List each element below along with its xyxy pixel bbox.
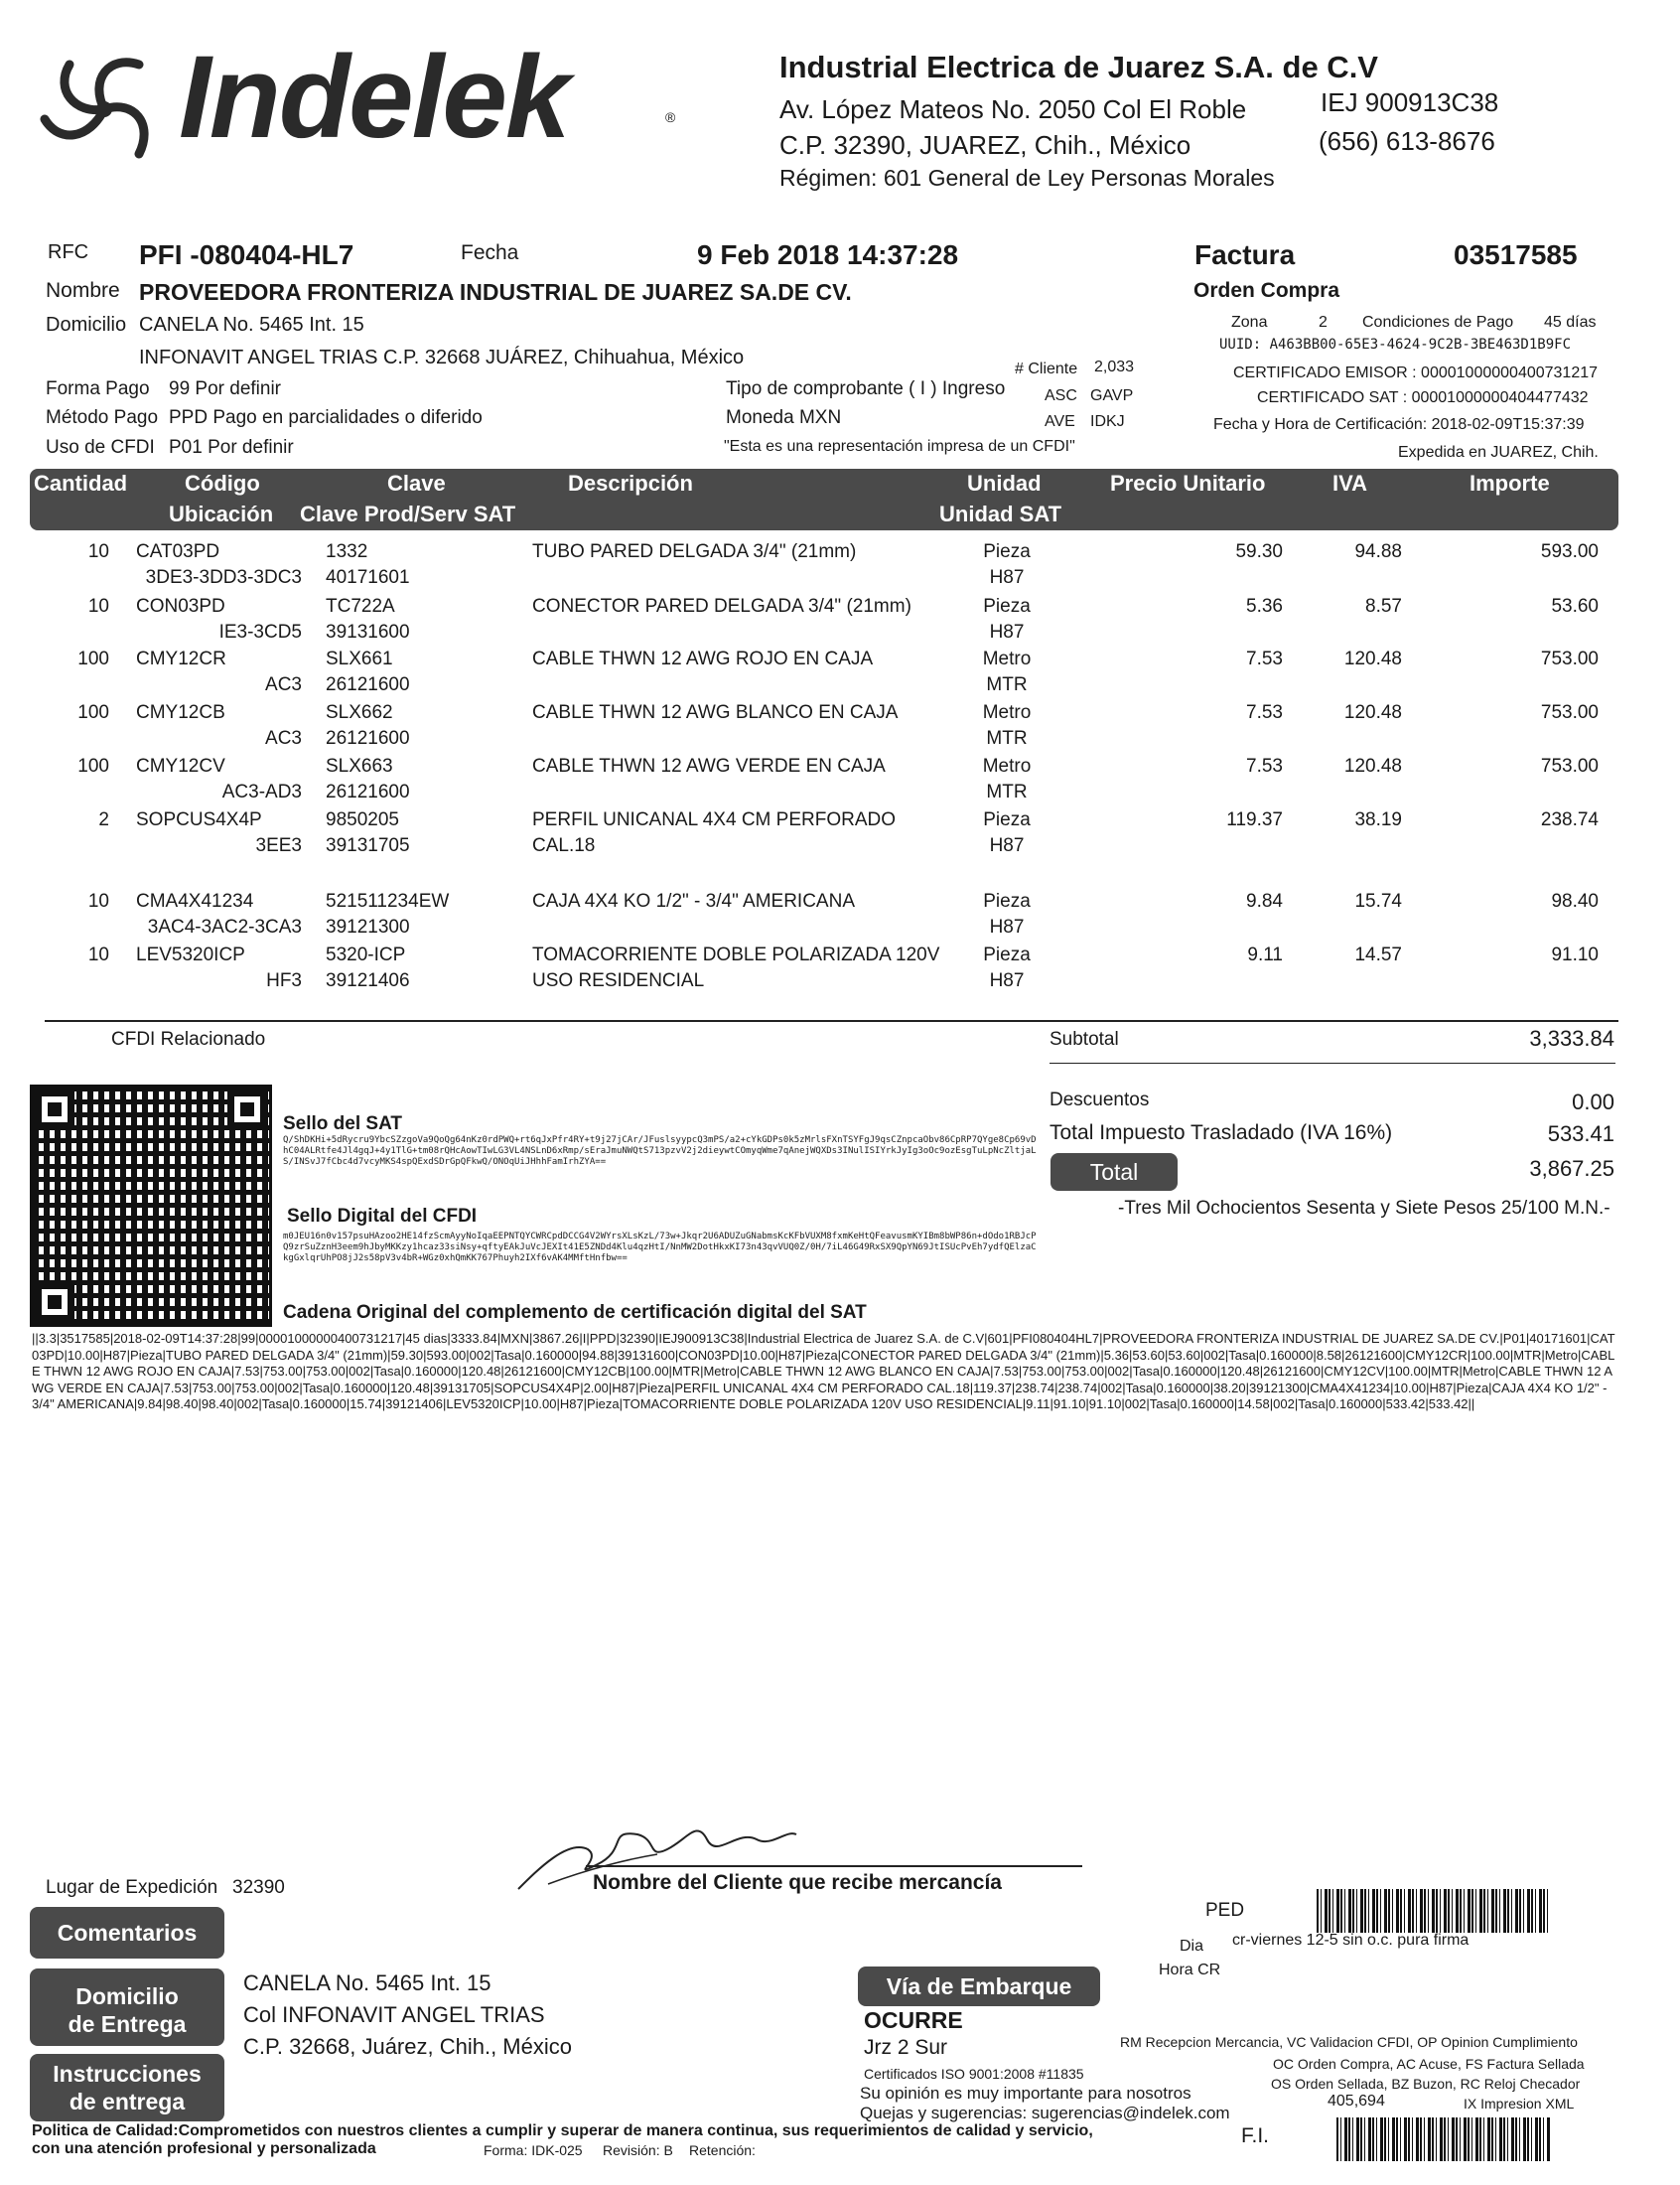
cell-price: 59.30 — [1235, 541, 1283, 562]
cell-usat: H87 — [989, 917, 1025, 938]
condiciones-label: Condiciones de Pago — [1362, 314, 1514, 331]
cell-desc2: CAL.18 — [532, 835, 596, 856]
revision: Revisión: B — [603, 2142, 673, 2158]
sello-sat-label: Sello del SAT — [283, 1113, 403, 1134]
cell-clave: 521511234EW — [326, 891, 450, 912]
company-address-2: C.P. 32390, JUAREZ, Chih., México — [779, 130, 1191, 160]
cell-desc1: CAJA 4X4 KO 1/2" - 3/4" AMERICANA — [532, 891, 856, 912]
representacion-impresa: "Esta es una representación impresa de un CFDI" — [724, 438, 1075, 455]
ped-barcode — [1317, 1889, 1550, 1933]
col-clave: Clave — [387, 471, 446, 496]
col-clave-sat: Clave Prod/Serv SAT — [300, 502, 516, 526]
col-precio: Precio Unitario — [1110, 471, 1266, 496]
fecha-certificacion: Fecha y Hora de Certificación: 2018-02-09T15:37:39 — [1213, 416, 1585, 433]
cell-imp: 753.00 — [1540, 702, 1599, 723]
col-ubicacion: Ubicación — [169, 502, 274, 526]
cell-loc: AC3 — [265, 728, 302, 749]
cell-qty: 100 — [77, 649, 109, 669]
ave-value: IDKJ — [1090, 413, 1125, 430]
cliente-label: # Cliente — [1015, 361, 1078, 377]
total-label: Total — [1050, 1153, 1178, 1191]
asc-value: GAVP — [1090, 387, 1134, 404]
comentarios-tab: Comentarios — [30, 1907, 224, 1959]
metodo-pago-label: Método Pago — [46, 407, 159, 428]
cell-code: LEV5320ICP — [136, 945, 245, 965]
dia-label: Dia — [1180, 1938, 1204, 1955]
expedida-en: Expedida en JUAREZ, Chih. — [1398, 444, 1599, 461]
cfdi-qr-code — [30, 1085, 272, 1327]
table-bottom-rule — [45, 1020, 1618, 1022]
subtotal-label: Subtotal — [1050, 1029, 1119, 1050]
company-regimen: Régimen: 601 General de Ley Personas Morales — [779, 165, 1275, 191]
company-phone: (656) 613-8676 — [1319, 126, 1495, 156]
customer-rfc: PFI -080404-HL7 — [139, 239, 354, 270]
cell-loc: 3EE3 — [255, 835, 302, 856]
cell-qty: 100 — [77, 756, 109, 777]
cell-sat: 26121600 — [326, 782, 410, 802]
customer-name: PROVEEDORA FRONTERIZA INDUSTRIAL DE JUAREZ SA.DE CV. — [139, 279, 852, 305]
instrucciones-entrega-tab: Instrucciones de entrega — [30, 2054, 224, 2121]
cell-iva: 38.19 — [1354, 809, 1402, 830]
cell-unit: Metro — [982, 649, 1032, 669]
cell-usat: H87 — [989, 567, 1025, 588]
cell-desc1: CONECTOR PARED DELGADA 3/4" (21mm) — [532, 596, 911, 617]
cert-emisor: CERTIFICADO EMISOR : 00001000000400731217 — [1233, 364, 1599, 381]
tipo-comprobante: Tipo de comprobante ( I ) Ingreso — [726, 378, 1006, 399]
cliente-recibe-label: Nombre del Cliente que recibe mercancía — [593, 1871, 1002, 1894]
cell-price: 7.53 — [1246, 756, 1283, 777]
cell-clave: 1332 — [326, 541, 368, 562]
cell-sat: 39121300 — [326, 917, 410, 938]
company-address-1: Av. López Mateos No. 2050 Col El Roble — [779, 94, 1247, 124]
cell-code: SOPCUS4X4P — [136, 809, 262, 830]
cadena-original-label: Cadena Original del complemento de certificación digital del SAT — [283, 1302, 867, 1323]
cell-qty: 10 — [87, 891, 109, 912]
descuentos-value: 0.00 — [1572, 1090, 1614, 1114]
sello-cfdi: m0JEU16n0v157psuHAzoo2HE14fzScmAyyNoIqaEEPNTQYCWRCpdDCCG4V2WYrsXLsKzL/73w+Jkqr2U6ADUZuGNabmsKcKFbVUXM8fxmKeHtQFeavusmKYIBm8bWP86n+dOdo1RBJcPQ9zrSuZznH3eem9hJbyMKKzy1hcaz33siNsy+qftyEAkJuVcJEXIt41E5ZNDd4Klu4qzHtI/NnMW2DotHkxKI73n43qvVUQ0Z/0H/7iL46G49RxSX9QpYN69JtISUcPvEh7ydfQElzaCkgGxlqrUhPO8jJ2s58pV3v4bR+WGz0xhQmKK767Phuyh2IXf6vAK4MMftHnfbw== — [283, 1232, 1037, 1263]
cell-clave: 5320-ICP — [326, 945, 406, 965]
cell-usat: MTR — [986, 674, 1028, 695]
factura-label: Factura — [1194, 239, 1296, 270]
invoice-number: 03517585 — [1454, 239, 1578, 270]
ave-label: AVE — [1045, 413, 1075, 430]
col-importe: Importe — [1470, 471, 1550, 496]
cell-code: CMY12CR — [136, 649, 226, 669]
total-value: 3,867.25 — [1529, 1156, 1614, 1181]
cell-usat: MTR — [986, 782, 1028, 802]
politica-calidad-1: Politica de Calidad:Comprometidos con nuestros clientes a cumplir y superar de manera continua, sus requerimientos de calidad y servicio, — [32, 2122, 1093, 2139]
cell-code: CMY12CV — [136, 756, 225, 777]
cell-price: 9.11 — [1247, 945, 1283, 965]
legend-line-1: RM Recepcion Mercancia, VC Validacion CFDI, OP Opinion Cumplimiento — [1120, 2034, 1578, 2050]
entrega-address-3: C.P. 32668, Juárez, Chih., México — [243, 2034, 572, 2059]
col-unidad-sat: Unidad SAT — [939, 502, 1062, 526]
cell-sat: 39121406 — [326, 970, 410, 991]
legend-folio: 405,694 — [1328, 2093, 1385, 2110]
uuid: UUID: A463BB00-65E3-4624-9C2B-3BE463D1B9FC — [1219, 337, 1572, 353]
retencion: Retención: — [689, 2142, 756, 2158]
cell-iva: 120.48 — [1343, 649, 1402, 669]
entrega-address-1: CANELA No. 5465 Int. 15 — [243, 1970, 491, 1995]
cell-desc1: CABLE THWN 12 AWG VERDE EN CAJA — [532, 756, 886, 777]
cell-sat: 26121600 — [326, 674, 410, 695]
cell-code: CMY12CB — [136, 702, 225, 723]
signature-line — [586, 1865, 1082, 1867]
cell-qty: 100 — [77, 702, 109, 723]
cell-desc2: USO RESIDENCIAL — [532, 970, 705, 991]
cell-qty: 10 — [87, 945, 109, 965]
cell-code: CON03PD — [136, 596, 225, 617]
company-logo — [30, 30, 695, 199]
cell-imp: 53.60 — [1551, 596, 1599, 617]
cell-loc: 3AC4-3AC2-3CA3 — [147, 917, 302, 938]
rfc-label: RFC — [48, 241, 89, 263]
cell-desc1: CABLE THWN 12 AWG BLANCO EN CAJA — [532, 702, 899, 723]
iso-cert: Certificados ISO 9001:2008 #11835 — [864, 2066, 1084, 2082]
cell-imp: 753.00 — [1540, 649, 1599, 669]
forma-pago: 99 Por definir — [169, 378, 282, 399]
cell-unit: Metro — [982, 702, 1032, 723]
cell-desc1: TOMACORRIENTE DOBLE POLARIZADA 120V — [532, 945, 940, 965]
cell-iva: 120.48 — [1343, 702, 1402, 723]
uso-cfdi: P01 Por definir — [169, 437, 294, 458]
sello-cfdi-label: Sello Digital del CFDI — [287, 1206, 478, 1227]
via-embarque: OCURRE — [864, 2007, 963, 2033]
company-rfc: IEJ 900913C38 — [1321, 87, 1499, 117]
sello-sat: Q/ShDKHi+5dRycru9YbcSZzgoVa9QoQg64nKz0rdPWQ+rt6qJxPfr4RY+t9j27jCAr/JFuslsyypcQ3mPS/a2+cYkGDPs0k5zMrlsFXnTSYFgJ9qsCZnpcaObv86CpRP7QYge8Cp69vDhC04ALRtfe4Jl4gqJ+4y1TlG+tm08rQHcAowTIwLG3VL4NSLnD6xRmp/sEraJmuNWQtS713pzvV2j2dieywtCOmyqWme7qAnejWQXDs3INulISIYrkJyIg3oOc9ozEsgTuLpNcZltjaLS/INSvJ7fCbc4d7vcyMKS4spQExdSDrGpQFkwQ/ONOqUiJHhhFamIrhZYA== — [283, 1135, 1037, 1167]
cell-qty: 10 — [87, 541, 109, 562]
legend-line-2: OC Orden Compra, AC Acuse, FS Factura Sellada — [1273, 2056, 1585, 2072]
customer-address-2: INFONAVIT ANGEL TRIAS C.P. 32668 JUÁREZ, Chihuahua, México — [139, 347, 745, 368]
cell-iva: 14.57 — [1354, 945, 1402, 965]
cell-unit: Pieza — [983, 541, 1031, 562]
cell-iva: 120.48 — [1343, 756, 1402, 777]
registered-mark: ® — [665, 109, 676, 125]
cadena-original: ||3.3|3517585|2018-02-09T14:37:28|99|00001000000400731217|45 dias|3333.84|MXN|3867.26|I|PPD|32390|IEJ900913C38|Industrial Electrica de Juarez S.A. de C.V|601|PFI080404HL7|PROVEEDORA FRONTERIZA INDUSTRIAL DE JUAREZ SA.DE CV.|P01|40171601|CAT03PD|10.00|H87|Pieza|TUBO PARED DELGADA 3/4" (21mm)|59.30|593.00|002|Tasa|0.160000|94.88|39131600|CON03PD|10.00|H87|Pieza|CONECTOR PARED DELGADA 3/4" (21mm)|5.36|53.60|53.60|002|Tasa|0.160000|8.58|26121600|CMY12CR|100.00|MTR|Metro|CABLE THWN 12 AWG ROJO EN CAJA|7.53|753.00|753.00|002|Tasa|0.160000|120.48|26121600|CMY12CB|100.00|MTR|Metro|CABLE THWN 12 AWG BLANCO EN CAJA|7.53|753.00|753.00|002|Tasa|0.160000|120.48|26121600|CMY12CV|100.00|MTR|Metro|CABLE THWN 12 AWG VERDE EN CAJA|7.53|753.00|753.00|002|Tasa|0.160000|120.48|39131705|SOPCUS4X4P|2.00|H87|Pieza|PERFIL UNICANAL 4X4 CM PERFORADO CAL.18|119.37|238.74|238.74|002|Tasa|0.160000|38.20|39121300|CMA4X41234|10.00|H87|Pieza|CAJA 4X4 KO 1/2" - 3/4" AMERICANA|9.84|98.40|98.40|002|Tasa|0.160000|15.74|39121406|LEV5320ICP|10.00|H87|Pieza|TOMACORRIENTE DOBLE POLARIZADA 120V USO RESIDENCIAL|9.11|91.10|91.10|002|Tasa|0.160000|14.58|002|Tasa|0.160000|533.42|533.42|| — [32, 1331, 1615, 1411]
moneda: Moneda MXN — [726, 407, 842, 428]
subtotal-rule — [1050, 1063, 1615, 1064]
cell-usat: MTR — [986, 728, 1028, 749]
cell-imp: 753.00 — [1540, 756, 1599, 777]
cell-code: CAT03PD — [136, 541, 220, 562]
cell-code: CMA4X41234 — [136, 891, 254, 912]
total-en-letra: -Tres Mil Ochocientos Sesenta y Siete Pesos 25/100 M.N.- — [1118, 1198, 1610, 1219]
col-descripcion: Descripción — [568, 471, 693, 496]
customer-address-1: CANELA No. 5465 Int. 15 — [139, 314, 364, 336]
cell-sat: 26121600 — [326, 728, 410, 749]
cell-imp: 238.74 — [1540, 809, 1599, 830]
cell-clave: SLX661 — [326, 649, 393, 669]
cell-clave: SLX663 — [326, 756, 393, 777]
asc-label: ASC — [1045, 387, 1077, 404]
logo-wordmark: Indelek — [179, 32, 569, 163]
hora-cr-label: Hora CR — [1159, 1962, 1221, 1978]
descuentos-label: Descuentos — [1050, 1090, 1150, 1110]
opinion-note: Su opinión es muy importante para nosotros — [860, 2084, 1191, 2103]
cell-loc: AC3 — [265, 674, 302, 695]
via-embarque-tab: Vía de Embarque — [858, 1966, 1100, 2006]
cell-desc1: TUBO PARED DELGADA 3/4" (21mm) — [532, 541, 857, 562]
cell-sat: 40171601 — [326, 567, 410, 588]
fecha-label: Fecha — [461, 241, 519, 264]
cell-usat: H87 — [989, 622, 1025, 643]
legend-line-3: OS Orden Sellada, BZ Buzon, RC Reloj Checador — [1271, 2076, 1581, 2092]
cliente-value: 2,033 — [1094, 359, 1135, 375]
items-table-header — [30, 469, 1618, 530]
cell-price: 119.37 — [1226, 809, 1283, 830]
impuesto-label: Total Impuesto Trasladado (IVA 16%) — [1050, 1121, 1393, 1144]
cell-clave: SLX662 — [326, 702, 393, 723]
cell-usat: H87 — [989, 970, 1025, 991]
domicilio-label: Domicilio — [46, 314, 127, 336]
cell-price: 5.36 — [1246, 596, 1283, 617]
impuesto-value: 533.41 — [1547, 1121, 1614, 1146]
lugar-expedicion: 32390 — [232, 1877, 285, 1898]
col-codigo: Código — [185, 471, 260, 496]
cert-sat: CERTIFICADO SAT : 00001000000404477432 — [1257, 389, 1589, 406]
ruta: Jrz 2 Sur — [864, 2036, 948, 2059]
zona-value: 2 — [1319, 314, 1328, 331]
uso-cfdi-label: Uso de CFDI — [46, 437, 155, 458]
cell-clave: TC722A — [326, 596, 395, 617]
legend-line-4: IX Impresion XML — [1464, 2096, 1575, 2112]
invoice-date: 9 Feb 2018 14:37:28 — [697, 239, 959, 270]
domicilio-entrega-tab: Domicilio de Entrega — [30, 1968, 224, 2046]
cell-imp: 593.00 — [1540, 541, 1599, 562]
cell-price: 7.53 — [1246, 702, 1283, 723]
ped-label: PED — [1205, 1900, 1245, 1921]
company-name: Industrial Electrica de Juarez S.A. de C.V — [779, 50, 1378, 84]
cell-iva: 15.74 — [1354, 891, 1402, 912]
cell-unit: Pieza — [983, 891, 1031, 912]
fi-barcode — [1336, 2117, 1550, 2161]
cell-unit: Pieza — [983, 945, 1031, 965]
politica-calidad-2: con una atención profesional y personalizada — [32, 2140, 376, 2157]
orden-compra-label: Orden Compra — [1193, 279, 1340, 302]
cell-loc: HF3 — [266, 970, 302, 991]
metodo-pago: PPD Pago en parcialidades o diferido — [169, 407, 483, 428]
fi-label: F.I. — [1241, 2124, 1270, 2147]
swirl-logo-icon — [30, 40, 179, 179]
col-iva: IVA — [1332, 471, 1368, 496]
cell-sat: 39131600 — [326, 622, 410, 643]
cell-loc: IE3-3CD5 — [218, 622, 302, 643]
cell-qty: 10 — [87, 596, 109, 617]
cell-sat: 39131705 — [326, 835, 410, 856]
col-unidad: Unidad — [967, 471, 1042, 496]
cell-loc: AC3-AD3 — [221, 782, 302, 802]
cell-iva: 8.57 — [1365, 596, 1402, 617]
cell-usat: H87 — [989, 835, 1025, 856]
cell-loc: 3DE3-3DD3-3DC3 — [145, 567, 302, 588]
cell-price: 9.84 — [1246, 891, 1283, 912]
col-cantidad: Cantidad — [34, 471, 128, 496]
dia-value: cr-viernes 12-5 sin o.c. pura firma — [1232, 1932, 1470, 1949]
condiciones-value: 45 días — [1544, 314, 1597, 331]
quejas-email: Quejas y sugerencias: sugerencias@indelek.com — [860, 2104, 1230, 2122]
cfdi-relacionado: CFDI Relacionado — [111, 1029, 266, 1050]
cell-unit: Pieza — [983, 596, 1031, 617]
forma-code: Forma: IDK-025 — [484, 2142, 583, 2158]
entrega-address-2: Col INFONAVIT ANGEL TRIAS — [243, 2002, 545, 2027]
cell-qty: 2 — [98, 809, 109, 830]
lugar-expedicion-label: Lugar de Expedición — [46, 1877, 218, 1898]
cell-unit: Pieza — [983, 809, 1031, 830]
cell-imp: 98.40 — [1551, 891, 1599, 912]
zona-label: Zona — [1231, 314, 1268, 331]
subtotal-value: 3,333.84 — [1529, 1026, 1614, 1051]
cell-desc1: PERFIL UNICANAL 4X4 CM PERFORADO — [532, 809, 897, 830]
cell-unit: Metro — [982, 756, 1032, 777]
nombre-label: Nombre — [46, 279, 120, 302]
cell-desc1: CABLE THWN 12 AWG ROJO EN CAJA — [532, 649, 874, 669]
cell-iva: 94.88 — [1354, 541, 1402, 562]
cell-price: 7.53 — [1246, 649, 1283, 669]
cell-clave: 9850205 — [326, 809, 399, 830]
cell-imp: 91.10 — [1551, 945, 1599, 965]
forma-pago-label: Forma Pago — [46, 378, 150, 399]
